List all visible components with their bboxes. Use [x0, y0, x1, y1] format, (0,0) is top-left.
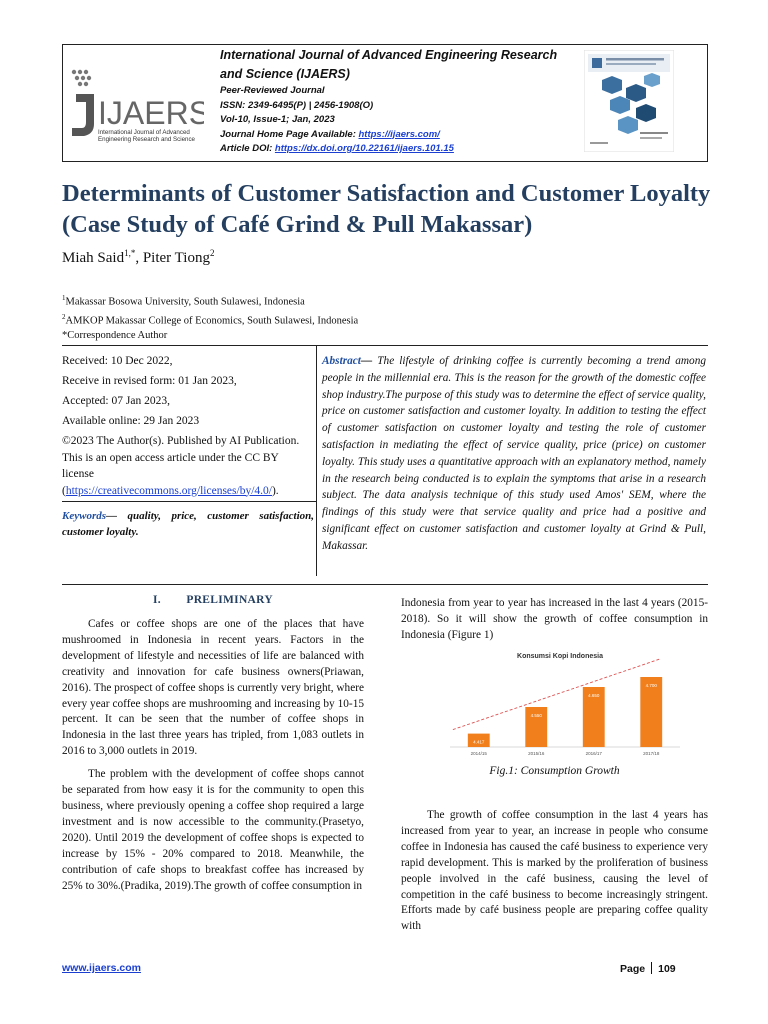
keywords-label: Keywords	[62, 510, 106, 522]
chart-value-label: 4.417	[473, 739, 485, 745]
keywords-rule	[62, 501, 316, 502]
peer-reviewed: Peer-Reviewed Journal	[220, 85, 325, 96]
col2-paragraph-1: Indonesia from year to year has increased in the last 4 years (2015-2018). So it will show the growth of coffee consumption in Indonesia (Figure 1)	[401, 597, 708, 641]
license-open-paren: (	[62, 484, 66, 497]
license-link-line	[62, 483, 312, 500]
accepted-date: Accepted: 07 Jan 2023,	[62, 395, 170, 407]
abstract-bottom-rule	[62, 584, 708, 585]
journal-cover-image	[584, 50, 674, 152]
doi-link[interactable]: https://dx.doi.org/10.22161/ijaers.101.15	[274, 143, 454, 154]
footer-website-link[interactable]: www.ijaers.com	[62, 962, 141, 974]
affiliation-2-text: AMKOP Makassar College of Economics, South Sulawesi, Indonesia	[65, 315, 359, 327]
chart-svg	[430, 645, 690, 763]
homepage-line	[220, 128, 580, 143]
journal-logo	[64, 66, 204, 146]
keywords-text: quality, price, customer satisfaction, customer loyalty.	[62, 510, 314, 538]
abstract-text: The lifestyle of drinking coffee is currently becoming a trend among people in the millennial era. This is the reason for the growth of the domestic coffee shop industry.The purpose of this study was to determine the effect of service quality, price on customer satisfaction and customer loyalty. In addition to testing the effect of customer satisfaction on customer loyalty and testing the role of customer satisfaction in mediating the effect of service quality, price (price) on customer loyalty. This study uses a quantitative approach with an explanatory method, namely in the research being conducted is to explain the symptoms that arise in a research subject. The data analysis technique of this study used Amos' SEM, where the findings of this study were that service quality and price had a positive and significant effect on customer satisfaction and customer loyalty at Grind & Pull, Makassar.	[322, 355, 706, 552]
author-2-sup: 2	[209, 248, 215, 258]
chart-x-tick-label: 2014/15	[470, 751, 487, 756]
article-dates	[62, 353, 312, 499]
online-date: Available online: 29 Jan 2023	[62, 415, 200, 427]
chart-x-tick-label: 2015/16	[528, 751, 545, 756]
affiliations	[62, 291, 358, 344]
footer-page-divider	[651, 962, 652, 974]
chart-x-tick-label: 2017/18	[643, 751, 660, 756]
author-separator: ,	[135, 250, 143, 266]
journal-name-line-1: International Journal of Advanced Engineering Research	[220, 48, 558, 62]
chart-trendline	[453, 659, 660, 730]
abstract	[322, 353, 706, 555]
affiliation-1	[62, 291, 358, 310]
affiliation-1-sup: 1	[62, 294, 66, 302]
keywords	[62, 509, 314, 540]
issn: ISSN: 2349-6495(P) | 2456-1908(O)	[220, 99, 374, 111]
abstract-top-rule	[62, 345, 708, 346]
footer-page-label: Page	[620, 963, 646, 975]
homepage-link[interactable]: https://ijaers.com/	[358, 128, 440, 140]
journal-info	[220, 46, 580, 157]
doi-label: Article DOI:	[220, 143, 275, 154]
keywords-dash: —	[106, 510, 128, 522]
logo-letters: IJAERS	[98, 95, 204, 131]
column-2-bottom	[401, 808, 708, 942]
col2-paragraph-2: The growth of coffee consumption in the last 4 years has increased from year to year, an increase in people who consume coffee in Indonesia has caused the café business to experience very rapid development. This is marked by the proliferation of business people involved in the café business, causing the level of competition in the café business to become increasingly stringent. Efforts made by café business people are preparing coffee quality with	[401, 809, 708, 933]
chart-value-label: 4.550	[530, 713, 542, 718]
homepage-label: Journal Home Page Available:	[220, 128, 359, 140]
journal-name-line-2: and Science (IJAERS)	[220, 67, 350, 81]
affiliation-1-text: Makassar Bosowa University, South Sulawesi, Indonesia	[65, 296, 305, 308]
col1-paragraph-1: Cafes or coffee shops are one of the places that have mushroomed in Indonesia in recent years. Factors in the development of lifestyle and necessities of life are balanced with creativity and innovation for cafe business owners(Priawan, 2016). The prospect of coffee shops is currently very bright, where every year coffee shops are mushrooming and increasing by 10-15 percent. It can be seen that the number of coffee shops in Indonesia in the last three years has tripled, from 1,083 outlets in 2016 to 3,000 outlets in 2019.	[62, 618, 364, 758]
article-title: Determinants of Customer Satisfaction and Customer Loyalty (Case Study of Café Grind & Pull Makassar)	[62, 180, 711, 238]
column-1	[62, 617, 364, 901]
author-1-sup: 1,*	[124, 248, 136, 258]
abstract-label: Abstract	[322, 355, 361, 367]
logo-subtitle-1: International Journal of Advanced	[98, 129, 190, 136]
footer-page-number: 109	[658, 963, 676, 975]
affiliation-2	[62, 310, 358, 329]
license-close-paren: ).	[271, 484, 279, 497]
license-link[interactable]: https://creativecommons.org/licenses/by/4.0/	[65, 484, 272, 497]
authors	[62, 248, 214, 267]
abstract-dash: —	[360, 355, 378, 367]
chart-title: Konsumsi Kopi Indonesia	[517, 653, 603, 660]
figure-caption: Fig.1: Consumption Growth	[489, 765, 620, 777]
doi-line	[220, 142, 580, 157]
chart-x-tick-label: 2016/17	[585, 751, 602, 756]
volume-issue: Vol-10, Issue-1; Jan, 2023	[220, 114, 335, 125]
column-2-top	[401, 596, 708, 651]
section-heading: I. PRELIMINARY	[153, 594, 273, 606]
chart-value-label: 4.700	[645, 683, 657, 688]
affiliation-2-sup: 2	[62, 313, 66, 322]
figure-1-chart	[430, 645, 690, 763]
col1-paragraph-2: The problem with the development of coffee shops cannot be separated from how easy it is for the community to open this business, where previously opening a coffee shop required a large investment and is now accessible to the community.(Prasetyo, 2020). Until 2019 the development of coffee shops is expected to increase by 15% - 20% compared to 2018. Meanwhile, the contribution of cafe shops to breakfast coffee has increased by 25% to 30%.(Pradika, 2019).The growth of coffee consumption in	[62, 768, 364, 892]
chart-value-label: 4.650	[588, 693, 600, 698]
correspondence: *Correspondence Author	[62, 330, 168, 342]
logo-subtitle-2: Engineering Research and Science	[98, 136, 195, 143]
license-text: ©2023 The Author(s). Published by AI Publication. This is an open access article under the CC BY license	[62, 435, 300, 480]
revised-date: Receive in revised form: 01 Jan 2023,	[62, 375, 237, 387]
abstract-column-rule	[316, 345, 317, 576]
footer-page	[620, 962, 676, 975]
author-2: Piter Tiong	[142, 250, 210, 266]
received-date: Received: 10 Dec 2022,	[62, 355, 173, 367]
author-1: Miah Said	[62, 250, 125, 266]
